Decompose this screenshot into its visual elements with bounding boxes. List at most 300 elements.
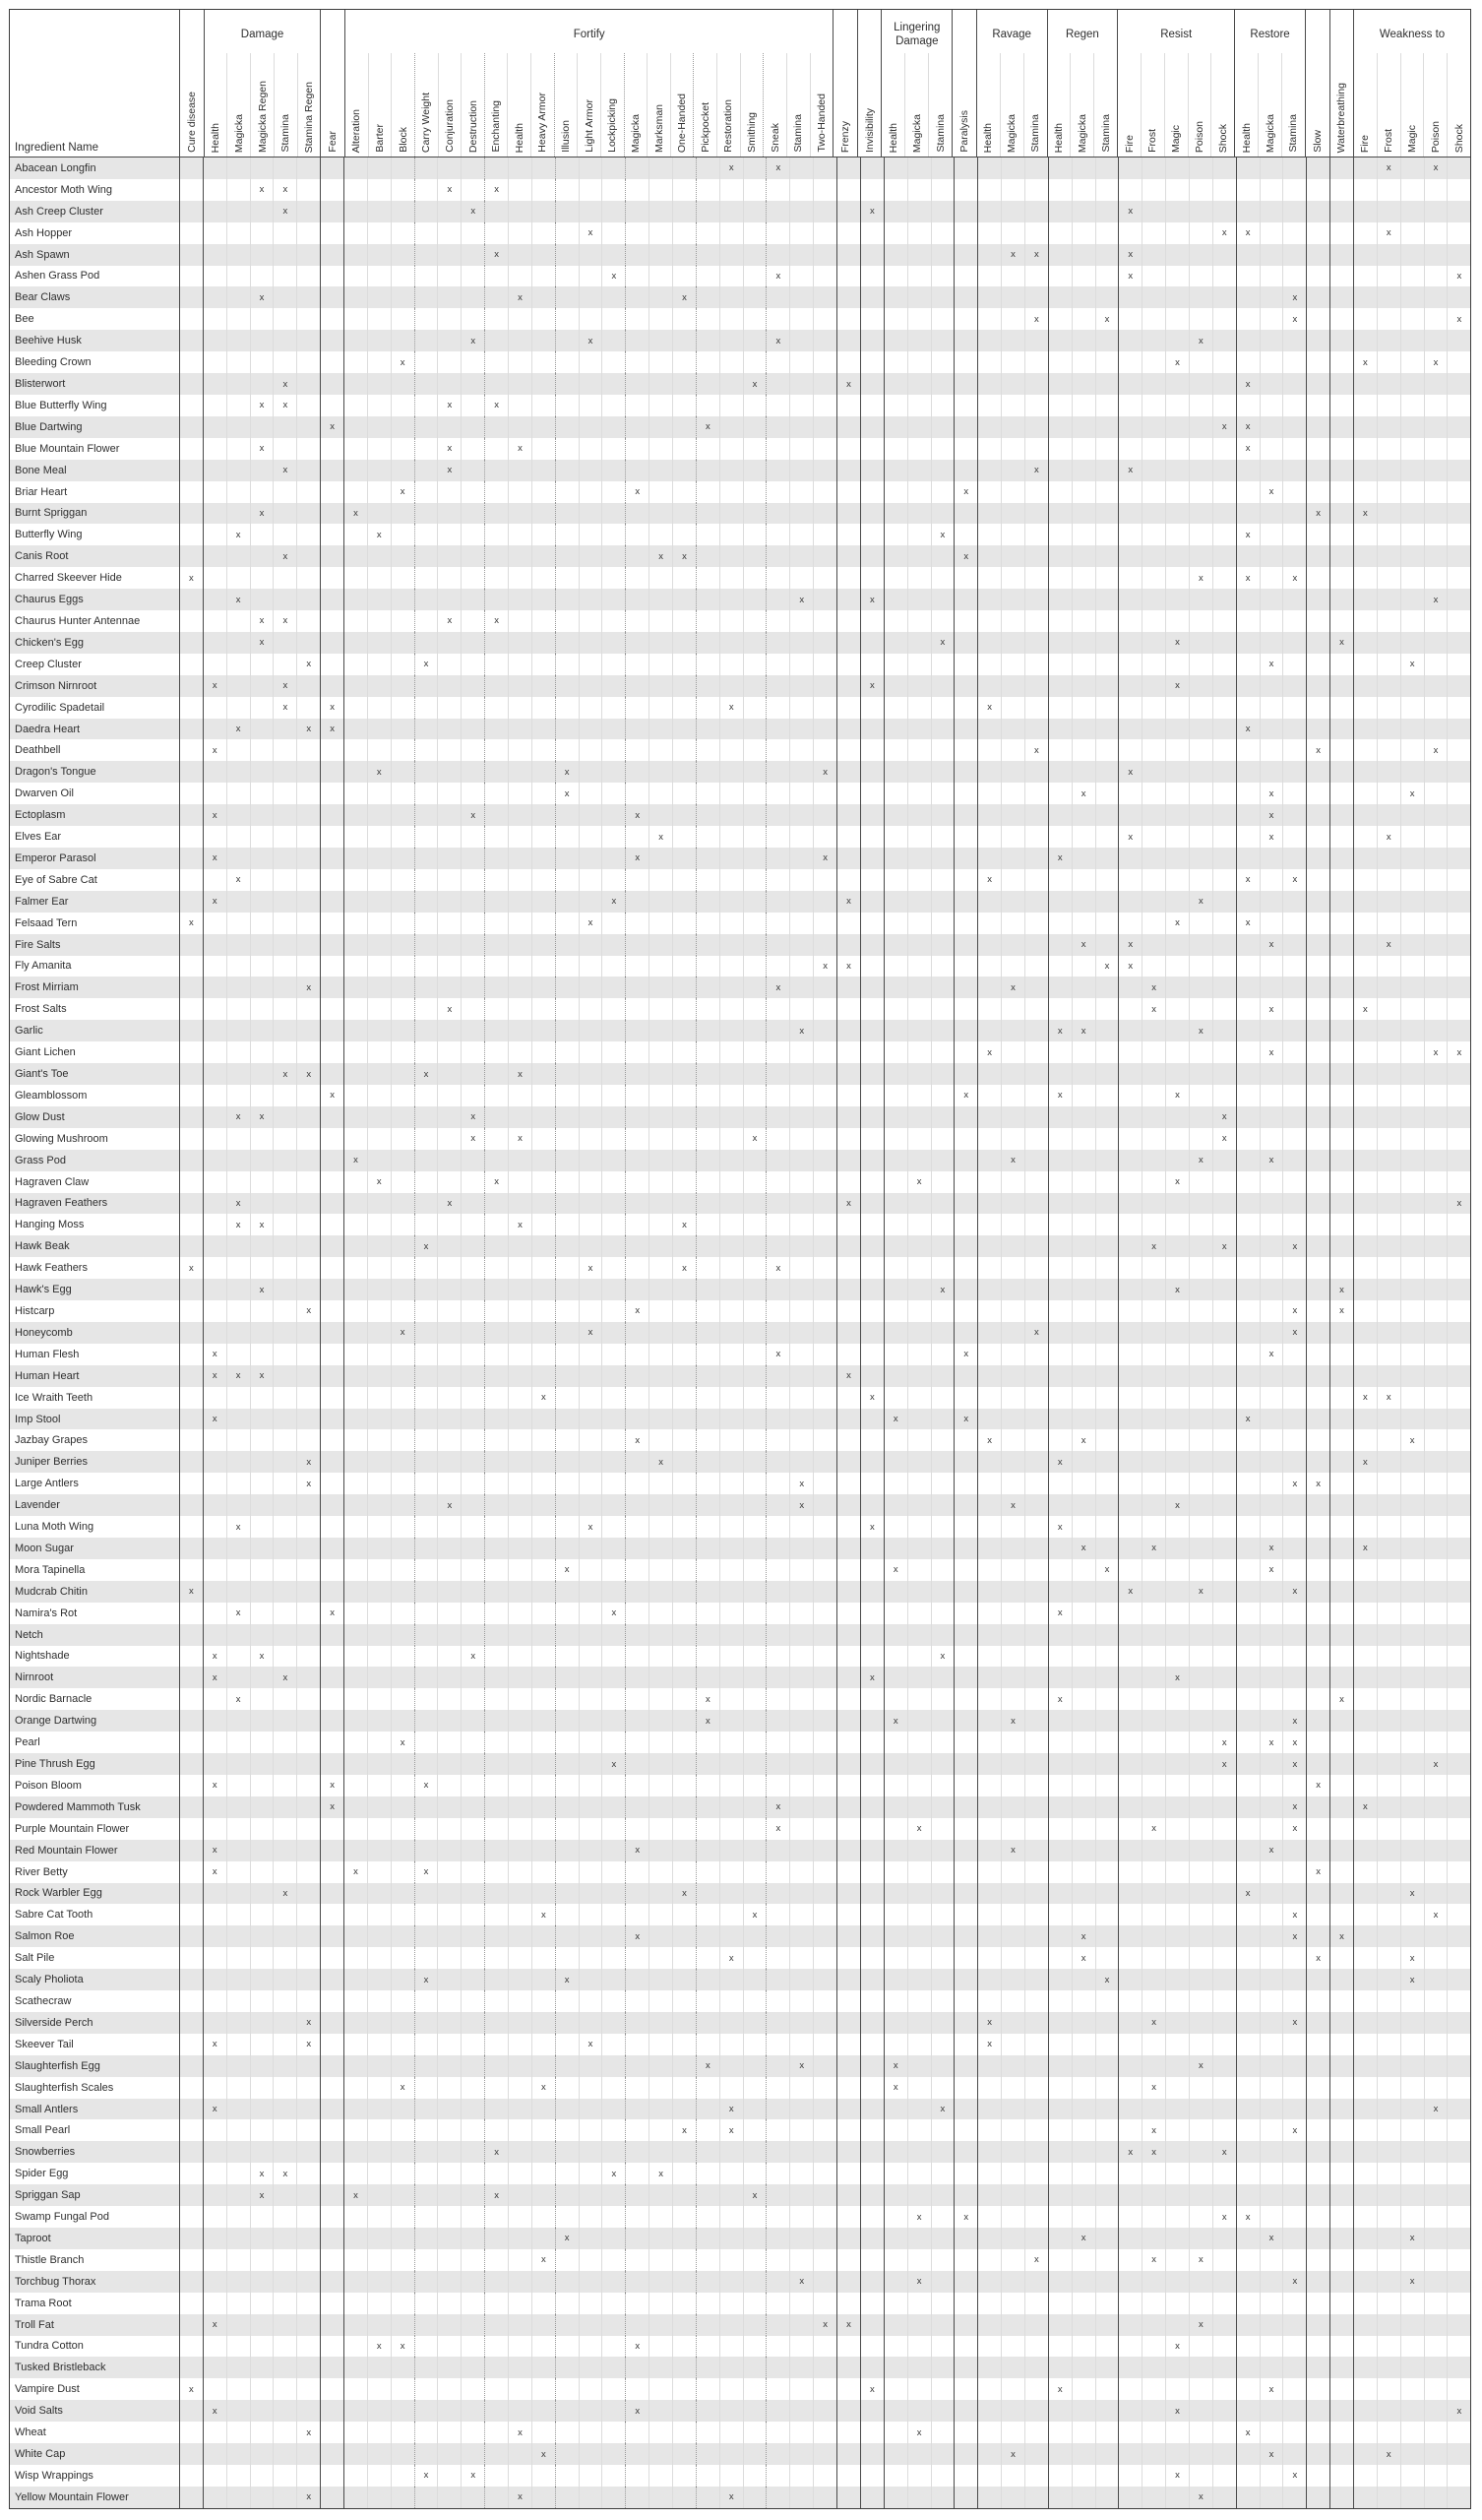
matrix-cell: [1353, 1688, 1377, 1710]
column-label: Stamina: [934, 114, 947, 153]
matrix-cell: [531, 1387, 555, 1409]
effect-mark: x: [611, 1758, 617, 1770]
matrix-cell: [1306, 1257, 1329, 1279]
matrix-cell: [954, 1603, 977, 1624]
matrix-cell: [696, 1538, 719, 1559]
matrix-cell: [203, 438, 226, 460]
matrix-cell: [414, 1667, 438, 1688]
matrix-cell: [1142, 1559, 1165, 1581]
matrix-cell: [1048, 913, 1072, 934]
matrix-cell: [719, 481, 743, 503]
matrix-cell: [508, 1559, 531, 1581]
matrix-cell: [250, 308, 274, 330]
matrix-cell: [391, 1063, 414, 1085]
matrix-cell: [977, 1106, 1001, 1128]
matrix-cell: [789, 438, 813, 460]
matrix-cell: [1189, 1106, 1212, 1128]
matrix-cell: [273, 1516, 296, 1538]
matrix-cell: [320, 1128, 343, 1150]
matrix-cell: [931, 1451, 955, 1473]
column-label-cell: [1000, 53, 1023, 157]
matrix-cell: [672, 654, 696, 675]
column-label: Invisibility: [863, 108, 876, 153]
matrix-cell: [672, 1085, 696, 1106]
matrix-cell: [1095, 697, 1119, 719]
matrix-cell: [601, 308, 625, 330]
matrix-cell: [1424, 675, 1448, 697]
matrix-cell: [1353, 158, 1377, 179]
matrix-cell: [954, 1365, 977, 1387]
matrix-cell: [1306, 1150, 1329, 1171]
matrix-cell: [1165, 1235, 1189, 1257]
matrix-cell: [601, 1257, 625, 1279]
matrix-cell: [648, 1753, 672, 1775]
matrix-cell: [273, 1214, 296, 1235]
matrix-cell: [789, 697, 813, 719]
matrix-cell: [625, 1732, 648, 1753]
effect-mark: x: [1081, 1543, 1086, 1554]
matrix-cell: [1260, 567, 1283, 589]
matrix-cell: [789, 632, 813, 654]
matrix-cell: [860, 222, 884, 244]
matrix-cell: [696, 913, 719, 934]
matrix-cell: [1142, 697, 1165, 719]
matrix-cell: [1353, 1429, 1377, 1451]
matrix-cell: [1165, 503, 1189, 525]
matrix-cell: [813, 1581, 836, 1603]
matrix-cell: [789, 1344, 813, 1365]
matrix-cell: [743, 1451, 767, 1473]
matrix-cell: [1165, 1063, 1189, 1085]
matrix-cell: [1165, 567, 1189, 589]
effect-mark: x: [400, 1736, 405, 1748]
matrix-cell: [579, 1646, 602, 1668]
matrix-cell: [648, 998, 672, 1020]
matrix-cell: [954, 783, 977, 804]
matrix-cell: [320, 1538, 343, 1559]
matrix-cell: [954, 1322, 977, 1344]
matrix-cell: [1212, 545, 1236, 567]
matrix-cell: [1377, 675, 1400, 697]
matrix-cell: [273, 395, 296, 416]
matrix-cell: [1095, 1322, 1119, 1344]
matrix-cell: [1236, 1063, 1260, 1085]
matrix-cell: [1189, 826, 1212, 848]
matrix-cell: [1024, 481, 1048, 503]
matrix-cell: [1329, 179, 1353, 201]
matrix-cell: [1236, 1796, 1260, 1818]
matrix-cell: [1118, 1732, 1142, 1753]
matrix-cell: [484, 1861, 508, 1883]
matrix-cell: [437, 266, 461, 287]
matrix-cell: [696, 1624, 719, 1646]
matrix-cell: [179, 1150, 203, 1171]
matrix-cell: [860, 1063, 884, 1085]
matrix-cell: [1212, 826, 1236, 848]
matrix-cell: [1095, 826, 1119, 848]
matrix-cell: [273, 1688, 296, 1710]
column-label-cell: [1164, 53, 1188, 157]
matrix-cell: [579, 1775, 602, 1796]
matrix-cell: [579, 913, 602, 934]
matrix-cell: [860, 1365, 884, 1387]
matrix-cell: [860, 913, 884, 934]
column-group-single: [179, 10, 204, 157]
matrix-cell: [1048, 1106, 1072, 1128]
matrix-cell: [836, 1538, 860, 1559]
matrix-cell: [1095, 266, 1119, 287]
matrix-cell: [1048, 1451, 1072, 1473]
matrix-cell: [1306, 222, 1329, 244]
matrix-cell: [1118, 913, 1142, 934]
matrix-cell: [367, 438, 391, 460]
matrix-cell: [1282, 654, 1306, 675]
matrix-cell: [907, 761, 931, 783]
matrix-cell: [414, 244, 438, 266]
matrix-cell: [1377, 1840, 1400, 1861]
effect-mark: x: [1363, 1543, 1368, 1554]
effect-mark: x: [682, 291, 687, 303]
matrix-cell: [766, 913, 789, 934]
matrix-cell: [484, 1451, 508, 1473]
matrix-cell: [696, 654, 719, 675]
matrix-cell: [1377, 545, 1400, 567]
matrix-cell: [343, 632, 367, 654]
matrix-cell: [203, 998, 226, 1020]
matrix-cell: [343, 222, 367, 244]
matrix-cell: [954, 654, 977, 675]
matrix-cell: [1400, 1128, 1424, 1150]
effect-mark: x: [1175, 637, 1180, 649]
matrix-cell: [1447, 1128, 1470, 1150]
matrix-cell: [296, 266, 320, 287]
effect-mark: x: [1245, 227, 1251, 239]
matrix-cell: [391, 719, 414, 740]
matrix-cell: [555, 761, 579, 783]
matrix-cell: [672, 610, 696, 632]
matrix-cell: [977, 266, 1001, 287]
ingredient-name: Nirnroot: [15, 1671, 54, 1684]
table-row: [10, 179, 1470, 201]
matrix-cell: [931, 1429, 955, 1451]
matrix-cell: [1001, 1128, 1024, 1150]
matrix-cell: [1001, 1775, 1024, 1796]
matrix-cell: [1165, 869, 1189, 891]
matrix-cell: [766, 330, 789, 351]
matrix-cell: [508, 286, 531, 308]
matrix-cell: [579, 675, 602, 697]
matrix-cell: [1447, 998, 1470, 1020]
matrix-cell: [954, 266, 977, 287]
matrix-cell: [1072, 1365, 1095, 1387]
matrix-cell: [931, 1473, 955, 1494]
matrix-cell: [1095, 1516, 1119, 1538]
table-row: [10, 1494, 1470, 1516]
matrix-cell: [531, 956, 555, 977]
matrix-cell: [296, 1128, 320, 1150]
matrix-cell: [579, 783, 602, 804]
matrix-cell: [1212, 395, 1236, 416]
matrix-cell: [1212, 1775, 1236, 1796]
matrix-cell: [719, 395, 743, 416]
matrix-cell: [672, 1646, 696, 1668]
matrix-cell: [1072, 1150, 1095, 1171]
matrix-cell: [343, 1429, 367, 1451]
matrix-cell: [1260, 1344, 1283, 1365]
matrix-cell: [672, 158, 696, 179]
matrix-cell: [531, 1429, 555, 1451]
matrix-cell: [343, 1451, 367, 1473]
matrix-cell: [1236, 524, 1260, 545]
matrix-cell: [672, 481, 696, 503]
matrix-cell: [954, 503, 977, 525]
ingredient-name: Canis Root: [15, 550, 69, 563]
matrix-cell: [719, 1732, 743, 1753]
matrix-cell: [1142, 826, 1165, 848]
matrix-cell: [320, 244, 343, 266]
effect-mark: x: [587, 1521, 593, 1533]
matrix-cell: [579, 610, 602, 632]
matrix-cell: [1072, 545, 1095, 567]
matrix-cell: [250, 1861, 274, 1883]
ingredient-name: Ash Creep Cluster: [15, 205, 103, 218]
matrix-cell: [179, 998, 203, 1020]
matrix-cell: [1165, 956, 1189, 977]
matrix-cell: [789, 1387, 813, 1409]
matrix-cell: [179, 1603, 203, 1624]
column-group-single: [952, 10, 976, 157]
matrix-cell: [836, 804, 860, 826]
effect-mark: x: [775, 981, 781, 993]
matrix-cell: [531, 1494, 555, 1516]
effect-mark: x: [869, 206, 875, 218]
matrix-cell: [1072, 416, 1095, 438]
matrix-cell: [579, 1257, 602, 1279]
matrix-cell: [250, 610, 274, 632]
matrix-cell: [648, 438, 672, 460]
matrix-cell: [508, 589, 531, 610]
matrix-cell: [508, 891, 531, 913]
matrix-cell: [1048, 1818, 1072, 1840]
matrix-cell: [813, 1796, 836, 1818]
matrix-cell: [437, 1624, 461, 1646]
matrix-cell: [1142, 1818, 1165, 1840]
ingredient-name: Giant Lichen: [15, 1046, 76, 1059]
matrix-cell: [1424, 589, 1448, 610]
matrix-cell: [296, 697, 320, 719]
matrix-cell: [601, 1128, 625, 1150]
effect-mark: x: [1175, 1499, 1180, 1511]
matrix-cell: [931, 976, 955, 998]
matrix-cell: [1095, 222, 1119, 244]
matrix-cell: [179, 1409, 203, 1430]
matrix-cell: [1282, 1214, 1306, 1235]
matrix-cell: [531, 739, 555, 761]
matrix-cell: [391, 654, 414, 675]
matrix-cell: [273, 719, 296, 740]
matrix-cell: [531, 1106, 555, 1128]
matrix-cell: [743, 934, 767, 956]
matrix-cell: [696, 351, 719, 373]
matrix-cell: [601, 1516, 625, 1538]
table-row: [10, 848, 1470, 869]
matrix-cell: [226, 373, 250, 395]
effect-mark: x: [494, 184, 499, 196]
matrix-cell: [226, 804, 250, 826]
matrix-cell: [813, 1085, 836, 1106]
matrix-cell: [1048, 1775, 1072, 1796]
matrix-cell: [1072, 1106, 1095, 1128]
column-label: Waterbreathing: [1335, 82, 1348, 153]
matrix-cell: [1189, 545, 1212, 567]
matrix-cell: [1118, 1646, 1142, 1668]
matrix-cell: [1329, 201, 1353, 222]
matrix-cell: [1118, 632, 1142, 654]
matrix-cell: [625, 524, 648, 545]
matrix-cell: [884, 1473, 907, 1494]
matrix-cell: [226, 1128, 250, 1150]
matrix-cell: [320, 1646, 343, 1668]
matrix-cell: [414, 1753, 438, 1775]
matrix-cell: [1118, 1409, 1142, 1430]
matrix-cell: [391, 1409, 414, 1430]
matrix-cell: [813, 1020, 836, 1041]
matrix-cell: [954, 201, 977, 222]
matrix-cell: [484, 438, 508, 460]
matrix-cell: [1118, 1322, 1142, 1344]
matrix-cell: [1142, 761, 1165, 783]
matrix-cell: [836, 266, 860, 287]
matrix-cell: [954, 1559, 977, 1581]
matrix-cell: [343, 1688, 367, 1710]
matrix-cell: [860, 1581, 884, 1603]
matrix-cell: [555, 1344, 579, 1365]
matrix-cell: [226, 1020, 250, 1041]
matrix-cell: [414, 1365, 438, 1387]
matrix-cell: [1353, 1473, 1377, 1494]
matrix-cell: [931, 956, 955, 977]
matrix-cell: [907, 976, 931, 998]
matrix-cell: [226, 266, 250, 287]
matrix-cell: [1001, 719, 1024, 740]
matrix-cell: [884, 416, 907, 438]
matrix-cell: [508, 697, 531, 719]
matrix-cell: [367, 1257, 391, 1279]
matrix-cell: [1165, 179, 1189, 201]
matrix-cell: [391, 1171, 414, 1193]
matrix-cell: [1001, 913, 1024, 934]
matrix-cell: [1377, 1365, 1400, 1387]
matrix-cell: [954, 804, 977, 826]
matrix-cell: [907, 286, 931, 308]
matrix-cell: [179, 1344, 203, 1365]
matrix-cell: [625, 1409, 648, 1430]
matrix-cell: [672, 804, 696, 826]
matrix-cell: [391, 351, 414, 373]
matrix-cell: [508, 848, 531, 869]
matrix-cell: [1424, 1300, 1448, 1322]
matrix-cell: [1282, 1473, 1306, 1494]
matrix-cell: [907, 1753, 931, 1775]
matrix-cell: [1095, 201, 1119, 222]
matrix-cell: [414, 1624, 438, 1646]
matrix-cell: [226, 589, 250, 610]
matrix-cell: [813, 1429, 836, 1451]
matrix-cell: [461, 1646, 484, 1668]
matrix-cell: [860, 1344, 884, 1365]
matrix-cell: [296, 524, 320, 545]
matrix-cell: [1424, 956, 1448, 977]
matrix-cell: [414, 1041, 438, 1063]
matrix-cell: [884, 848, 907, 869]
matrix-cell: [1024, 1214, 1048, 1235]
matrix-cell: [836, 1688, 860, 1710]
matrix-cell: [414, 1193, 438, 1215]
matrix-cell: [461, 761, 484, 783]
effect-mark: x: [1456, 313, 1462, 325]
matrix-cell: [461, 1732, 484, 1753]
matrix-cell: [508, 1235, 531, 1257]
matrix-cell: [508, 761, 531, 783]
matrix-cell: [884, 610, 907, 632]
effect-mark: x: [658, 831, 663, 843]
matrix-cell: [696, 1063, 719, 1085]
matrix-cell: [1212, 266, 1236, 287]
matrix-cell: [601, 848, 625, 869]
matrix-cell: [1189, 1624, 1212, 1646]
matrix-cell: [813, 266, 836, 287]
matrix-cell: [579, 286, 602, 308]
matrix-cell: [1353, 804, 1377, 826]
table-row: [10, 1257, 1470, 1279]
matrix-cell: [1282, 1171, 1306, 1193]
matrix-cell: [179, 524, 203, 545]
matrix-cell: [203, 913, 226, 934]
matrix-cell: [1329, 1387, 1353, 1409]
matrix-cell: [743, 266, 767, 287]
column-group-fortify: [344, 10, 833, 157]
matrix-cell: [907, 351, 931, 373]
matrix-cell: [1142, 1451, 1165, 1473]
matrix-cell: [1165, 1193, 1189, 1215]
matrix-cell: [954, 1409, 977, 1430]
effect-mark: x: [259, 1650, 265, 1662]
matrix-cell: [1118, 179, 1142, 201]
matrix-cell: [1400, 1279, 1424, 1300]
matrix-cell: [1095, 1085, 1119, 1106]
table-row: [10, 1840, 1470, 1861]
matrix-cell: [743, 1710, 767, 1732]
matrix-cell: [789, 1128, 813, 1150]
matrix-cell: [1236, 1603, 1260, 1624]
column-label: Stamina: [1029, 114, 1042, 153]
matrix-cell: [296, 1710, 320, 1732]
table-row: [10, 460, 1470, 481]
matrix-cell: [884, 222, 907, 244]
matrix-cell: [508, 1473, 531, 1494]
matrix-cell: [1142, 1322, 1165, 1344]
matrix-cell: [1306, 1300, 1329, 1322]
matrix-cell: [836, 1279, 860, 1300]
matrix-cell: [1400, 1559, 1424, 1581]
matrix-cell: [1329, 826, 1353, 848]
effect-mark: x: [1221, 1133, 1227, 1145]
matrix-cell: [1212, 481, 1236, 503]
matrix-cell: [391, 244, 414, 266]
matrix-cell: [1072, 1818, 1095, 1840]
matrix-cell: [296, 1667, 320, 1688]
matrix-cell: [320, 503, 343, 525]
